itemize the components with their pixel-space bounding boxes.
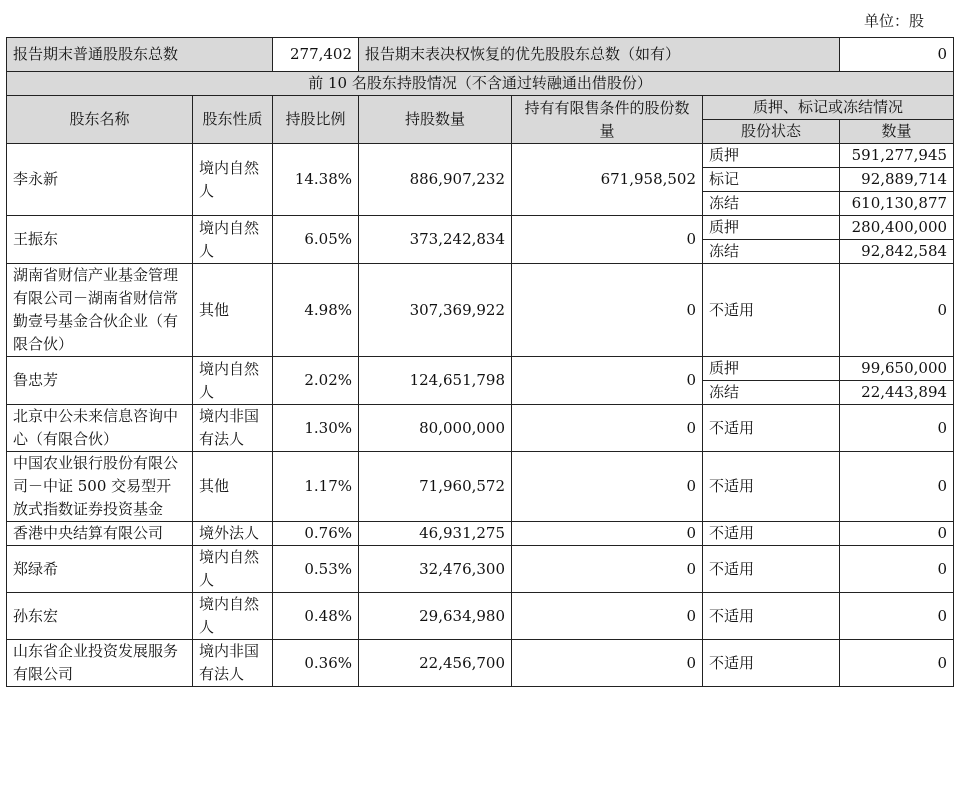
preferred-holders-value: 0 <box>840 38 954 72</box>
holding-quantity: 29,634,980 <box>359 593 512 640</box>
restricted-quantity: 0 <box>512 357 703 405</box>
share-status: 质押 <box>703 144 840 168</box>
share-status: 标记 <box>703 168 840 192</box>
share-status-amount: 0 <box>840 405 954 452</box>
unit-label: 单位：股 <box>863 12 924 30</box>
share-status-amount: 22,443,894 <box>840 381 954 405</box>
shareholder-name: 孙东宏 <box>7 593 193 640</box>
shareholder-nature: 境内非国有法人 <box>193 405 273 452</box>
restricted-quantity: 0 <box>512 405 703 452</box>
holding-ratio: 4.98% <box>273 264 359 357</box>
shareholder-name: 香港中央结算有限公司 <box>7 522 193 546</box>
holding-quantity: 71,960,572 <box>359 452 512 522</box>
share-status-amount: 0 <box>840 546 954 593</box>
header-name: 股东名称 <box>7 96 193 144</box>
table-row <box>7 264 954 357</box>
shareholder-nature: 境内自然人 <box>193 357 273 405</box>
holding-quantity: 80,000,000 <box>359 405 512 452</box>
header-amount: 数量 <box>840 120 954 144</box>
share-status: 质押 <box>703 216 840 240</box>
shareholder-table-body <box>7 38 954 687</box>
share-status: 冻结 <box>703 240 840 264</box>
shareholder-nature: 境内自然人 <box>193 593 273 640</box>
common-holders-value: 277,402 <box>273 38 359 72</box>
summary-row <box>7 38 954 72</box>
table-row <box>7 640 954 687</box>
share-status-amount: 0 <box>840 452 954 522</box>
holding-quantity: 46,931,275 <box>359 522 512 546</box>
restricted-quantity: 0 <box>512 452 703 522</box>
header-status: 股份状态 <box>703 120 840 144</box>
shareholder-table <box>6 37 954 687</box>
holding-ratio: 1.17% <box>273 452 359 522</box>
holding-quantity: 886,907,232 <box>359 144 512 216</box>
shareholder-nature: 境内自然人 <box>193 216 273 264</box>
table-row <box>7 593 954 640</box>
section-title: 前 10 名股东持股情况（不含通过转融通出借股份） <box>7 72 954 96</box>
header-pledge-group: 质押、标记或冻结情况 <box>703 96 954 120</box>
share-status: 不适用 <box>703 405 840 452</box>
shareholder-name: 鲁忠芳 <box>7 357 193 405</box>
common-holders-label: 报告期末普通股股东总数 <box>7 38 273 72</box>
share-status-amount: 0 <box>840 522 954 546</box>
holding-quantity: 307,369,922 <box>359 264 512 357</box>
share-status: 不适用 <box>703 452 840 522</box>
share-status: 冻结 <box>703 192 840 216</box>
preferred-holders-label: 报告期末表决权恢复的优先股股东总数（如有） <box>359 38 840 72</box>
share-status: 不适用 <box>703 522 840 546</box>
share-status-amount: 280,400,000 <box>840 216 954 240</box>
restricted-quantity: 0 <box>512 264 703 357</box>
table-row <box>7 405 954 452</box>
share-status-amount: 0 <box>840 264 954 357</box>
header-qty: 持股数量 <box>359 96 512 144</box>
share-status-amount: 610,130,877 <box>840 192 954 216</box>
holding-ratio: 0.36% <box>273 640 359 687</box>
shareholder-nature: 其他 <box>193 452 273 522</box>
holding-ratio: 2.02% <box>273 357 359 405</box>
header-nature: 股东性质 <box>193 96 273 144</box>
table-row <box>7 452 954 522</box>
table-row <box>7 144 954 168</box>
restricted-quantity: 0 <box>512 546 703 593</box>
shareholder-nature: 境内自然人 <box>193 546 273 593</box>
restricted-quantity: 0 <box>512 216 703 264</box>
table-row <box>7 216 954 240</box>
shareholder-name: 中国农业银行股份有限公司－中证 500 交易型开放式指数证券投资基金 <box>7 452 193 522</box>
header-ratio: 持股比例 <box>273 96 359 144</box>
share-status-amount: 92,842,584 <box>840 240 954 264</box>
table-row <box>7 522 954 546</box>
restricted-quantity: 0 <box>512 522 703 546</box>
holding-quantity: 22,456,700 <box>359 640 512 687</box>
restricted-quantity: 0 <box>512 640 703 687</box>
shareholder-nature: 境外法人 <box>193 522 273 546</box>
holding-quantity: 124,651,798 <box>359 357 512 405</box>
restricted-quantity: 671,958,502 <box>512 144 703 216</box>
section-title-row <box>7 72 954 96</box>
share-status-amount: 0 <box>840 640 954 687</box>
restricted-quantity: 0 <box>512 593 703 640</box>
share-status-amount: 92,889,714 <box>840 168 954 192</box>
share-status: 不适用 <box>703 264 840 357</box>
share-status: 冻结 <box>703 381 840 405</box>
share-status: 质押 <box>703 357 840 381</box>
share-status-amount: 0 <box>840 593 954 640</box>
shareholder-nature: 其他 <box>193 264 273 357</box>
shareholder-nature: 境内自然人 <box>193 144 273 216</box>
holding-ratio: 14.38% <box>273 144 359 216</box>
holding-quantity: 32,476,300 <box>359 546 512 593</box>
shareholder-name: 山东省企业投资发展服务有限公司 <box>7 640 193 687</box>
header-restricted: 持有有限售条件的股份数量 <box>512 96 703 144</box>
shareholder-name: 北京中公未来信息咨询中心（有限合伙） <box>7 405 193 452</box>
shareholder-name: 郑绿希 <box>7 546 193 593</box>
holding-ratio: 0.76% <box>273 522 359 546</box>
holding-quantity: 373,242,834 <box>359 216 512 264</box>
holding-ratio: 1.30% <box>273 405 359 452</box>
share-status-amount: 99,650,000 <box>840 357 954 381</box>
table-row <box>7 546 954 593</box>
share-status: 不适用 <box>703 593 840 640</box>
shareholder-name: 王振东 <box>7 216 193 264</box>
shareholder-name: 李永新 <box>7 144 193 216</box>
holding-ratio: 6.05% <box>273 216 359 264</box>
header-row <box>7 96 954 120</box>
share-status-amount: 591,277,945 <box>840 144 954 168</box>
shareholder-nature: 境内非国有法人 <box>193 640 273 687</box>
share-status: 不适用 <box>703 640 840 687</box>
holding-ratio: 0.48% <box>273 593 359 640</box>
holding-ratio: 0.53% <box>273 546 359 593</box>
table-row <box>7 357 954 381</box>
shareholder-name: 湖南省财信产业基金管理有限公司－湖南省财信常勤壹号基金合伙企业（有限合伙） <box>7 264 193 357</box>
share-status: 不适用 <box>703 546 840 593</box>
